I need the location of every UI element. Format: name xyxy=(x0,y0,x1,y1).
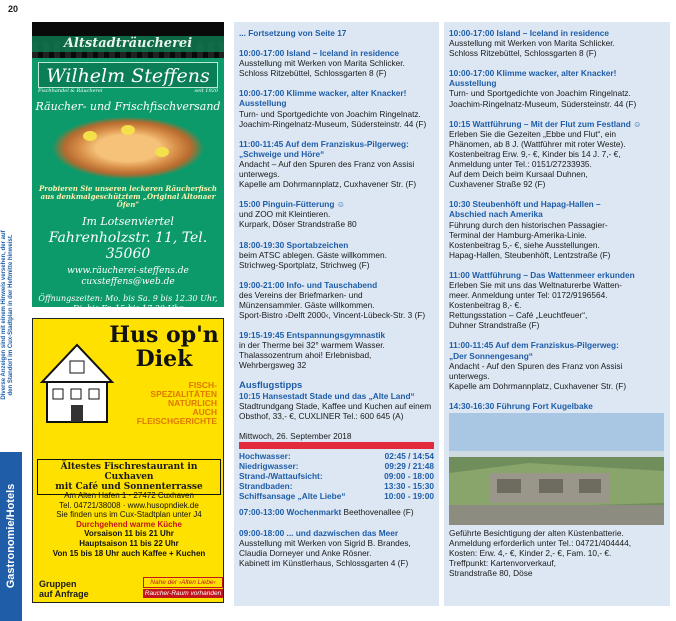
event-detail: Münzensammler. Gäste willkommen. xyxy=(239,299,375,310)
exhibition-entry xyxy=(239,528,434,568)
market-entry: 07:00-13:00 Wochenmarkt Beethovenallee (F) xyxy=(239,507,414,518)
section-tab-label: Gastronomie/Hotels xyxy=(5,483,17,589)
ad-steffens xyxy=(32,22,224,313)
fort-detail: Treffpunkt: Kartenvorverkauf, xyxy=(449,558,556,569)
event-detail: Duhner Strandstraße (F) xyxy=(449,320,540,331)
tide-label: Strand-/Wattaufsicht: xyxy=(239,471,323,482)
event-detail: Auf dem Deich beim Kursaal Duhnen, xyxy=(449,169,588,180)
ad2-cafe: Von 15 bis 18 Uhr auch Kaffee + Kuchen xyxy=(52,548,206,558)
event-title: 10:00-17:00 Island – Iceland in residence xyxy=(449,28,610,38)
tide-label: Hochwasser: xyxy=(239,451,291,461)
tide-label: Schiffsansage „Alte Liebe“ xyxy=(239,491,346,502)
event-detail: Stadtrundgang Stade, Kaffee und Kuchen auf einem xyxy=(239,400,432,411)
date-divider xyxy=(239,442,434,449)
event-detail: unterwegs. xyxy=(449,370,490,381)
ad2-title: Hus op'n Diek xyxy=(109,322,219,372)
ad2-contact[interactable]: Tel. 04721/38008 · www.husopndiek.de xyxy=(59,500,199,510)
event-title: Ausstellung xyxy=(449,78,497,89)
event-entry xyxy=(239,139,434,189)
tide-value: 02:45 / 14:54 xyxy=(384,451,434,461)
trip-entry xyxy=(239,391,434,421)
event-title: 19:15-19:45 Entspannungsgymnastik xyxy=(239,330,386,341)
event-title: 11:00-11:45 Auf dem Franziskus-Pilgerweg: xyxy=(239,138,409,149)
event-detail: Claudia Dorneyer und Anke Rösner. xyxy=(239,547,372,558)
ad2-map-ref: Sie finden uns im Cux-Stadtplan unter J4 xyxy=(56,510,202,520)
ad2-kitchen: Durchgehend warme Küche xyxy=(76,519,182,529)
fort-description xyxy=(449,528,665,578)
event-detail: Kostenbeitrag 8,- €. xyxy=(449,300,522,311)
event-detail: Phänomen, ab 8 J. (Wattführer mit roter Weste). xyxy=(449,138,626,149)
event-entry xyxy=(449,340,665,390)
skyline-banner xyxy=(32,22,224,58)
event-detail: Wehrbergsweg 32 xyxy=(239,360,307,371)
event-entry xyxy=(449,199,665,260)
event-detail: Kostenbeitrag Erw. 9,- €, Kinder bis 14 J. 7,- €, xyxy=(449,148,621,159)
event-title: „Der Sonnengesang“ xyxy=(449,350,533,361)
event-entry xyxy=(239,48,434,78)
event-title: „Schweige und Höre“ xyxy=(239,148,325,159)
section-tab[interactable] xyxy=(0,452,22,621)
ad2-specialties: FISCH- SPEZIALITÄTEN NATÜRLICH AUCH FLEISCHGERICHTE xyxy=(136,380,217,426)
event-detail: beim ATSC ablegen. Gäste willkommen. xyxy=(239,249,387,260)
event-title: 10:15 Hansestadt Stade und das „Alte Land“ xyxy=(239,390,415,401)
event-entry xyxy=(239,240,434,270)
event-entry xyxy=(239,280,434,320)
events-column-2 xyxy=(444,22,670,606)
event-detail: Sport-Bistro ›Delft 2000‹, Vincent-Lübeck-Str. 3 (F) xyxy=(239,310,426,321)
event-detail: Kapelle am Dohrmannplatz, Cuxhavener Str. (F) xyxy=(239,179,417,190)
tide-row xyxy=(239,461,434,471)
event-title: Ausstellung xyxy=(239,98,287,109)
event-entry xyxy=(449,68,665,108)
events-column-1 xyxy=(234,22,439,606)
event-detail: Ausstellung mit Werken von Marita Schlicker. xyxy=(449,38,615,49)
event-detail: Obsthof, 33,- €, CUXLINER Tel.: 600 645 (A) xyxy=(239,410,404,421)
event-detail: Erleben Sie die Gezeiten „Ebbe und Flut“, ein xyxy=(449,128,616,139)
event-detail: Kurpark, Döser Strandstraße 80 xyxy=(239,219,357,230)
fort-kugelbake-photo xyxy=(449,413,664,525)
ad1-website-link[interactable]: www.räucherei-steffens.de xyxy=(67,266,189,276)
event-detail: Andacht – Auf den Spuren des Franz von Assisi xyxy=(239,158,415,169)
ad1-tagline: Räucher- und Frischfischversand xyxy=(35,100,221,113)
ad2-badges: Nahe der ›Alten Liebe‹ Raucher-Raum vorhanden xyxy=(144,579,222,597)
event-title: 10:00-17:00 Island – Iceland in residence xyxy=(239,48,400,59)
ad1-location: Im Lotsenviertel xyxy=(82,215,174,228)
event-detail: und ZOO mit Kleintieren. xyxy=(239,209,331,220)
tide-table xyxy=(239,451,434,501)
event-title: 09:00-18:00 ... und dazwischen das Meer xyxy=(239,527,399,538)
event-detail: in der Therme bei 32° warmem Wasser. xyxy=(239,340,385,351)
event-detail: Andacht - Auf den Spuren des Franz von Assisi xyxy=(449,360,623,371)
event-title: 15:00 Pinguin-Fütterung ☺ xyxy=(239,199,346,210)
event-detail: Strichweg-Sportplatz, Strichweg (F) xyxy=(239,259,370,270)
trips-header: Ausflugstipps xyxy=(239,379,303,391)
event-detail: Cuxhavener Straße 92 (F) xyxy=(449,179,546,190)
tide-value: 09:00 - 18:00 xyxy=(384,471,434,482)
event-entry xyxy=(449,119,665,190)
side-note: Diverse Anzeigen sind mit einem Hinweis versehen, der auf den Standort im Cux-Stadtplan in der Heftmitte hinweist. xyxy=(1,230,14,400)
event-detail: Turn- und Sportgedichte von Joachim Ringelnatz. xyxy=(239,108,421,119)
event-detail: Führung durch den historischen Passagier- xyxy=(449,219,608,230)
event-detail: meer. Anmeldung unter Tel: 0172/9196564. xyxy=(449,290,608,301)
ad2-groups: Gruppen auf Anfrage xyxy=(39,579,89,599)
event-detail: Joachim-Ringelnatz-Museum, Südersteinstr. 44 (F) xyxy=(239,118,427,129)
event-detail: Turn- und Sportgedichte von Joachim Ringelnatz. xyxy=(449,88,631,99)
fish-platter-image xyxy=(53,117,203,179)
event-entry xyxy=(449,270,665,331)
event-detail: Ausstellung mit Werken von Marita Schlicker. xyxy=(239,58,405,69)
event-detail: Joachim-Ringelnatz-Museum, Südersteinstr. 44 (F) xyxy=(449,98,637,109)
event-title: 11:00 Wattführung – Das Wattenmeer erkunden xyxy=(449,269,635,280)
event-title: Abschied nach Amerika xyxy=(449,209,543,220)
tide-row xyxy=(239,481,434,491)
tide-value: 09:29 / 21:48 xyxy=(384,461,434,472)
event-title: 10:00-17:00 Klimme wacker, alter Knacker! xyxy=(239,88,407,99)
event-title: 10:30 Steubenhöft und Hapag-Hallen – xyxy=(449,199,601,210)
event-detail: Schloss Ritzebüttel, Schlossgarten 8 (F) xyxy=(239,68,387,79)
ad1-sub-left: Fischhandel & Räucherei xyxy=(38,88,103,94)
event-detail: Kabinett im Künstlerhaus, Schlossgarten 4 (F) xyxy=(239,557,409,568)
ad1-hours: Öffnungszeiten: Mo. bis Sa. 9 bis 12.30 Uhr, Di. bis Fr. 15 bis 17.30 Uhr xyxy=(38,294,218,313)
event-title: 10:00-17:00 Klimme wacker, alter Knacker! xyxy=(449,68,617,79)
page-number: 20 xyxy=(8,4,19,14)
date-heading: Mittwoch, 26. September 2018 xyxy=(239,430,352,441)
tide-row xyxy=(239,451,434,461)
event-entry xyxy=(239,88,434,128)
event-detail: Rettungsstation – Café „Leuchtfeuer“, xyxy=(449,310,588,321)
fort-title: 14:30-16:30 Führung Fort Kugelbake xyxy=(449,400,593,411)
ad2-pre-season: Vorsaison 11 bis 21 Uhr xyxy=(84,529,174,539)
ad1-address: Fahrenholzstr. 11, Tel. 35060 xyxy=(48,230,208,262)
tide-row xyxy=(239,491,434,501)
ad1-sub-right: seit 1920 xyxy=(194,88,218,94)
event-detail: Kapelle am Dohrmannplatz, Cuxhavener Str. (F) xyxy=(449,380,627,391)
event-detail: Hapag-Hallen, Steubenhöft, Lentzstraße (F) xyxy=(449,249,611,260)
event-entry xyxy=(239,330,434,370)
event-title: 11:00-11:45 Auf dem Franziskus-Pilgerweg: xyxy=(449,340,619,351)
event-detail: Terminal der Hamburg-Amerika-Linie. xyxy=(449,229,587,240)
event-entry xyxy=(239,199,434,229)
ad2-slogan-box: Ältestes Fischrestaurant in Cuxhaven mit Café und Sonnenterrasse xyxy=(37,459,221,495)
event-title: 10:15 Wattführung – Mit der Flut zum Festland ☺ xyxy=(449,118,642,129)
continued-note: ... Fortsetzung von Seite 17 xyxy=(239,28,347,38)
ad1-header: Altstadträucherei xyxy=(32,36,224,52)
ad1-email-link[interactable]: cuxsteffens@web.de xyxy=(81,277,175,287)
event-detail: des Vereins der Briefmarken- und xyxy=(239,289,363,300)
ad2-main-season: Hauptsaison 11 bis 22 Uhr xyxy=(79,538,179,548)
ad-hus-op-n-diek xyxy=(32,318,224,603)
event-detail: unterwegs. xyxy=(239,169,280,180)
tide-value: 10:00 - 19:00 xyxy=(384,491,434,502)
ad2-address: Am Alten Hafen 1 · 27472 Cuxhaven xyxy=(64,491,194,500)
event-entry xyxy=(449,28,665,58)
tide-label: Niedrigwasser: xyxy=(239,461,299,472)
fort-detail: Strandstraße 80, Döse xyxy=(449,568,533,579)
fort-detail: Kosten: Erw. 4,- €, Kinder 2,- €, Fam. 10,- €. xyxy=(449,548,612,559)
tide-row xyxy=(239,471,434,481)
ad1-name: Wilhelm Steffens xyxy=(38,62,218,88)
event-title: 18:00-19:30 Sportabzeichen xyxy=(239,239,349,250)
event-detail: Schloss Ritzebüttel, Schlossgarten 8 (F) xyxy=(449,48,597,59)
event-detail: Erleben Sie mit uns das Weltnaturerbe Watten- xyxy=(449,279,622,290)
tide-value: 13:30 - 15:30 xyxy=(384,481,434,492)
tide-label: Strandbaden: xyxy=(239,481,293,492)
ad1-promo: Probieren Sie unseren leckeren Räucherfisch aus denkmalgeschütztem „Original Altonaer Öfen“ xyxy=(39,184,217,209)
event-detail: Anmeldung unter Tel.: 0151/27233935. xyxy=(449,159,592,170)
event-title: 19:00-21:00 Info- und Tauschabend xyxy=(239,279,378,290)
event-detail: Kostenbeitrag 5,- €, siehe Ausstellungen. xyxy=(449,239,600,250)
event-detail: Ausstellung mit Werken von Sigrid B. Brandes, xyxy=(239,537,411,548)
fort-detail: Geführte Besichtigung der alten Küstenbatterie. xyxy=(449,528,624,538)
event-detail: Thalassozentrum ahoi! Erlebnisbad, xyxy=(239,350,372,361)
fort-detail: Anmeldung erforderlich unter Tel.: 04721/404444, xyxy=(449,538,632,549)
ad2-info xyxy=(37,491,221,558)
